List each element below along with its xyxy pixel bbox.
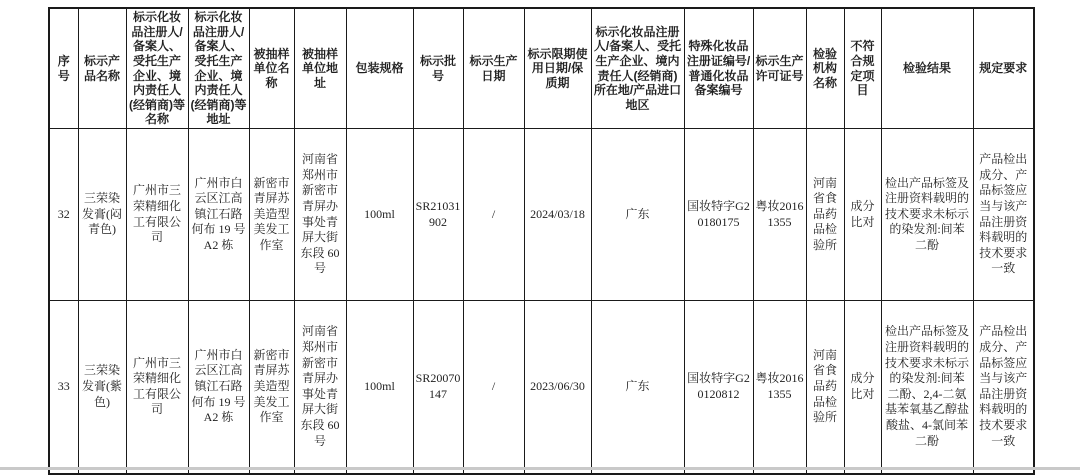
col-header-requirement: 规定要求 [973,8,1034,129]
cell-production-license-number: 粤妆20161355 [753,301,806,474]
col-header-registration-number: 特殊化妆品注册证编号/普通化妆品备案编号 [684,8,753,129]
cell-serial-number: 33 [49,301,78,474]
cell-registrant-name: 广州市三荣精细化工有限公司 [126,301,188,474]
cell-inspection-agency: 河南省食品药品检验所 [806,301,844,474]
cell-nonconforming-item: 成分比对 [844,301,881,474]
cell-package-spec: 100ml [346,129,413,301]
col-header-registrant-name: 标示化妆品注册人/备案人、受托生产企业、境内责任人(经销商)等名称 [126,8,188,129]
cell-sampled-unit-address: 河南省郑州市新密市青屏办事处青屏大街东段 60 号 [294,301,346,474]
col-header-serial-number: 序号 [49,8,78,129]
cell-requirement: 产品检出成分、产品标签应当与该产品注册资料载明的技术要求一致 [973,129,1034,301]
col-header-sampled-unit-name: 被抽样单位名称 [249,8,294,129]
cell-registrant-address: 广州市白云区江高镇江石路何布 19 号 A2 栋 [188,301,249,474]
cell-registrant-location: 广东 [591,129,684,301]
col-header-production-license-number: 标示生产许可证号 [753,8,806,129]
table-row [49,301,1034,474]
cell-expiry-date: 2023/06/30 [524,301,591,474]
cell-registrant-address: 广州市白云区江高镇江石路何布 19 号 A2 栋 [188,129,249,301]
cell-batch-number: SR21031902 [413,129,463,301]
col-header-inspection-result: 检验结果 [881,8,973,129]
col-header-production-date: 标示生产日期 [463,8,524,129]
cell-inspection-result: 检出产品标签及注册资料载明的技术要求未标示的染发剂:间苯二酚、2,4-二氨基苯氧基乙醇盐酸盐、4-氯间苯二酚 [881,301,973,474]
cell-sampled-unit-address: 河南省郑州市新密市青屏办事处青屏大街东段 60 号 [294,129,346,301]
col-header-package-spec: 包装规格 [346,8,413,129]
col-header-expiry-date: 标示限期使用日期/保质期 [524,8,591,129]
cell-inspection-agency: 河南省食品药品检验所 [806,129,844,301]
col-header-product-name: 标示产品名称 [78,8,126,129]
cell-expiry-date: 2024/03/18 [524,129,591,301]
cell-production-license-number: 粤妆20161355 [753,129,806,301]
cell-sampled-unit-name: 新密市青屏苏美造型美发工作室 [249,301,294,474]
table-header-row [49,8,1034,129]
cell-serial-number: 32 [49,129,78,301]
cell-registrant-name: 广州市三荣精细化工有限公司 [126,129,188,301]
cell-product-name: 三荣染发膏(闷青色) [78,129,126,301]
cell-requirement: 产品检出成分、产品标签应当与该产品注册资料载明的技术要求一致 [973,301,1034,474]
cell-production-date: / [463,301,524,474]
cell-sampled-unit-name: 新密市青屏苏美造型美发工作室 [249,129,294,301]
col-header-inspection-agency: 检验机构名称 [806,8,844,129]
cell-registration-number: 国妆特字G20180175 [684,129,753,301]
cell-package-spec: 100ml [346,301,413,474]
cell-product-name: 三荣染发膏(紫色) [78,301,126,474]
col-header-batch-number: 标示批号 [413,8,463,129]
col-header-sampled-unit-address: 被抽样单位地址 [294,8,346,129]
table-row [49,129,1034,301]
col-header-registrant-location: 标示化妆品注册人/备案人、受托生产企业、境内责任人(经销商)所在地/产品进口地区 [591,8,684,129]
cell-inspection-result: 检出产品标签及注册资料载明的技术要求未标示的染发剂:间苯二酚 [881,129,973,301]
col-header-registrant-address: 标示化妆品注册人/备案人、受托生产企业、境内责任人(经销商)等地址 [188,8,249,129]
cell-registrant-location: 广东 [591,301,684,474]
cell-nonconforming-item: 成分比对 [844,129,881,301]
cell-registration-number: 国妆特字G20120812 [684,301,753,474]
cell-batch-number: SR20070147 [413,301,463,474]
inspection-results-table [48,7,1035,475]
cell-production-date: / [463,129,524,301]
col-header-nonconforming-item: 不符合规定项目 [844,8,881,129]
